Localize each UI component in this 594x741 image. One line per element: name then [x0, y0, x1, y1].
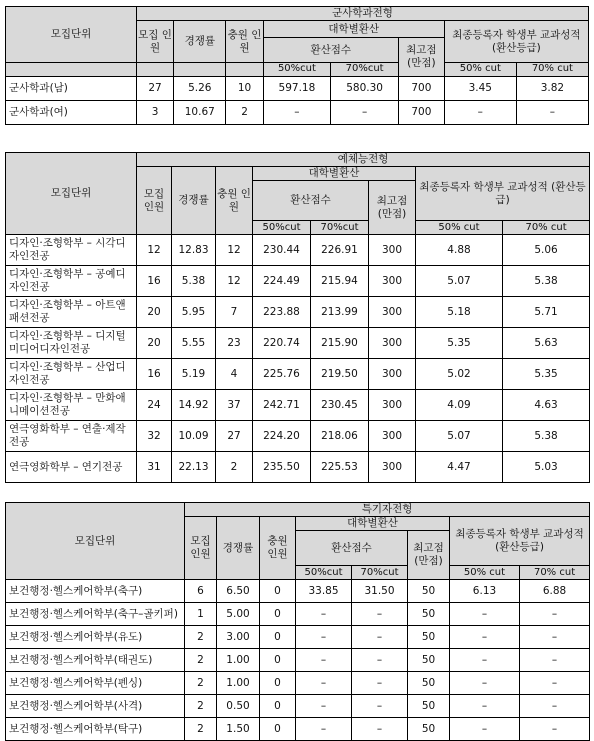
cell-extra: 0 — [260, 649, 296, 672]
cell-grade-cut50: – — [450, 695, 520, 718]
cell-rate: 1.50 — [217, 718, 260, 741]
cell-grade-cut70: 3.82 — [516, 76, 588, 100]
table-title: 군사학과전형 — [136, 7, 588, 21]
cell-max: 300 — [369, 297, 416, 328]
cell-cut70: – — [352, 695, 408, 718]
cell-extra: 27 — [216, 421, 253, 452]
cell-unit: 디자인·조형학부 – 산업디자인전공 — [6, 359, 137, 390]
cell-unit: 보건행정·헬스케어학부(태권도) — [6, 649, 185, 672]
cell-quota: 6 — [185, 580, 217, 603]
cell-max: 300 — [369, 359, 416, 390]
cell-unit: 보건행정·헬스케어학부(축구) — [6, 580, 185, 603]
cell-cut70: 219.50 — [311, 359, 369, 390]
cell-quota: 2 — [185, 626, 217, 649]
table-row — [6, 421, 590, 452]
cell-grade-cut50: 5.07 — [416, 421, 503, 452]
cell-grade-cut50: – — [450, 626, 520, 649]
cell-max: 300 — [369, 390, 416, 421]
cell-rate: 12.83 — [172, 235, 216, 266]
cell-cut50: 220.74 — [253, 328, 311, 359]
table-body — [6, 580, 590, 741]
header-grade-cut50: 50% cut — [444, 63, 516, 77]
cell-quota: 3 — [136, 100, 173, 124]
header-score: 환산점수 — [263, 38, 398, 63]
cell-grade-cut70: 5.63 — [503, 328, 590, 359]
table-row — [6, 695, 590, 718]
cell-cut50: 230.44 — [253, 235, 311, 266]
cell-grade-cut50: – — [450, 649, 520, 672]
header-univ: 대학별환산 — [296, 517, 450, 531]
cell-unit: 연극영화학부 – 연출·제작전공 — [6, 421, 137, 452]
table-body — [6, 76, 589, 124]
cell-grade-cut70: – — [520, 695, 590, 718]
header-unit: 모집단위 — [6, 153, 137, 235]
cell-extra: 2 — [216, 452, 253, 483]
cell-rate: 5.26 — [174, 76, 226, 100]
table-title: 예체능전형 — [137, 153, 590, 167]
cell-cut50: – — [296, 626, 352, 649]
cell-rate: 5.38 — [172, 266, 216, 297]
table-row — [6, 359, 590, 390]
header-final-grade: 최종등록자 학생부 교과성적 (환산등급) — [450, 517, 590, 566]
cell-extra: 12 — [216, 266, 253, 297]
cell-quota: 2 — [185, 695, 217, 718]
cell-grade-cut50: – — [444, 100, 516, 124]
cell-rate: 10.09 — [172, 421, 216, 452]
table-title: 특기자전형 — [185, 503, 590, 517]
cell-cut70: 215.94 — [311, 266, 369, 297]
cell-unit: 연극영화학부 – 연기전공 — [6, 452, 137, 483]
cell-grade-cut50: 5.02 — [416, 359, 503, 390]
cell-max: 300 — [369, 266, 416, 297]
cell-rate: 1.00 — [217, 649, 260, 672]
table-row — [6, 235, 590, 266]
cell-quota: 12 — [137, 235, 172, 266]
cell-max: 300 — [369, 452, 416, 483]
table-row — [6, 266, 590, 297]
cell-cut50: 224.20 — [253, 421, 311, 452]
arts-admission-table — [5, 152, 590, 483]
cell-cut50: – — [296, 718, 352, 741]
cell-unit: 보건행정·헬스케어학부(사격) — [6, 695, 185, 718]
cell-quota: 32 — [137, 421, 172, 452]
cell-cut50: 597.18 — [263, 76, 331, 100]
cell-grade-cut70: – — [516, 100, 588, 124]
cell-unit: 보건행정·헬스케어학부(탁구) — [6, 718, 185, 741]
header-grade-cut50: 50% cut — [416, 221, 503, 235]
cell-rate: 5.00 — [217, 603, 260, 626]
table-row — [6, 328, 590, 359]
cell-cut70: 226.91 — [311, 235, 369, 266]
header-final-grade: 최종등록자 학생부 교과성적 (환산등급) — [416, 167, 590, 221]
cell-unit: 보건행정·헬스케어학부(펜싱) — [6, 672, 185, 695]
header-grade-cut50: 50% cut — [450, 566, 520, 580]
header-unit: 모집단위 — [6, 503, 185, 580]
cell-grade-cut50: 4.09 — [416, 390, 503, 421]
cell-cut50: 242.71 — [253, 390, 311, 421]
header-cut70: 70%cut — [331, 63, 399, 77]
table-row — [6, 649, 590, 672]
cell-quota: 20 — [137, 297, 172, 328]
cell-unit: 디자인·조형학부 – 디지털미디어디자인전공 — [6, 328, 137, 359]
cell-grade-cut50: 4.88 — [416, 235, 503, 266]
cell-rate: 1.00 — [217, 672, 260, 695]
cell-grade-cut70: 6.88 — [520, 580, 590, 603]
header-cut70: 70%cut — [352, 566, 408, 580]
cell-extra: 0 — [260, 603, 296, 626]
cell-grade-cut70: – — [520, 603, 590, 626]
special-talent-admission-table — [5, 502, 590, 741]
cell-quota: 2 — [185, 672, 217, 695]
cell-grade-cut50: 4.47 — [416, 452, 503, 483]
cell-extra: 12 — [216, 235, 253, 266]
cell-extra: 23 — [216, 328, 253, 359]
header-extra: 충원 인원 — [226, 21, 263, 63]
cell-grade-cut50: 6.13 — [450, 580, 520, 603]
header-rate: 경쟁률 — [174, 21, 226, 63]
cell-max: 300 — [369, 421, 416, 452]
cell-grade-cut50: – — [450, 672, 520, 695]
cell-cut50: 223.88 — [253, 297, 311, 328]
cell-grade-cut70: 5.38 — [503, 266, 590, 297]
cell-grade-cut70: 5.03 — [503, 452, 590, 483]
table-row — [6, 718, 590, 741]
cell-quota: 27 — [136, 76, 173, 100]
header-grade-cut70: 70% cut — [520, 566, 590, 580]
cell-cut50: 235.50 — [253, 452, 311, 483]
cell-cut50: – — [263, 100, 331, 124]
cell-grade-cut70: – — [520, 626, 590, 649]
cell-grade-cut50: 5.35 — [416, 328, 503, 359]
cell-rate: 5.55 — [172, 328, 216, 359]
cell-grade-cut50: 5.18 — [416, 297, 503, 328]
cell-grade-cut70: 5.38 — [503, 421, 590, 452]
cell-cut70: – — [352, 603, 408, 626]
cell-max: 50 — [408, 718, 450, 741]
cell-grade-cut70: 5.71 — [503, 297, 590, 328]
cell-grade-cut70: 4.63 — [503, 390, 590, 421]
header-univ: 대학별환산 — [253, 167, 416, 181]
header-final-grade: 최종등록자 학생부 교과성적 (환산등급) — [444, 21, 588, 63]
cell-cut50: – — [296, 649, 352, 672]
cell-quota: 24 — [137, 390, 172, 421]
cell-extra: 0 — [260, 718, 296, 741]
table-row — [6, 390, 590, 421]
header-grade-cut70: 70% cut — [516, 63, 588, 77]
header-extra: 충원 인원 — [260, 517, 296, 580]
cell-extra: 0 — [260, 580, 296, 603]
cell-cut70: 230.45 — [311, 390, 369, 421]
cell-extra: 0 — [260, 695, 296, 718]
cell-quota: 2 — [185, 649, 217, 672]
header-cut50: 50%cut — [296, 566, 352, 580]
cell-max: 700 — [398, 100, 444, 124]
table-row — [6, 626, 590, 649]
cell-extra: 0 — [260, 626, 296, 649]
header-rate: 경쟁률 — [172, 167, 216, 235]
cell-grade-cut50: – — [450, 718, 520, 741]
cell-extra: 4 — [216, 359, 253, 390]
table-body — [6, 235, 590, 483]
table-row — [6, 297, 590, 328]
cell-quota: 31 — [137, 452, 172, 483]
cell-cut50: 224.49 — [253, 266, 311, 297]
cell-max: 300 — [369, 328, 416, 359]
table-row — [6, 580, 590, 603]
header-quota: 모집 인원 — [185, 517, 217, 580]
table-row — [6, 603, 590, 626]
cell-quota: 16 — [137, 359, 172, 390]
cell-cut50: – — [296, 603, 352, 626]
cell-cut70: 225.53 — [311, 452, 369, 483]
cell-grade-cut70: 5.35 — [503, 359, 590, 390]
cell-grade-cut50: 3.45 — [444, 76, 516, 100]
header-score: 환산점수 — [253, 181, 369, 221]
cell-extra: 37 — [216, 390, 253, 421]
cell-unit: 보건행정·헬스케어학부(유도) — [6, 626, 185, 649]
cell-cut70: – — [352, 649, 408, 672]
header-rate: 경쟁률 — [217, 517, 260, 580]
cell-rate: 14.92 — [172, 390, 216, 421]
cell-grade-cut50: 5.07 — [416, 266, 503, 297]
cell-cut50: – — [296, 672, 352, 695]
cell-quota: 16 — [137, 266, 172, 297]
header-univ: 대학별환산 — [263, 21, 444, 38]
cell-cut50: 225.76 — [253, 359, 311, 390]
table-row — [6, 452, 590, 483]
header-max: 최고점 (만점) — [369, 181, 416, 235]
cell-max: 50 — [408, 603, 450, 626]
cell-max: 300 — [369, 235, 416, 266]
header-max: 최고점 (만점) — [408, 531, 450, 580]
header-quota: 모집 인원 — [137, 167, 172, 235]
header-extra: 충원 인원 — [216, 167, 253, 235]
cell-cut70: 213.99 — [311, 297, 369, 328]
cell-cut50: 33.85 — [296, 580, 352, 603]
header-cut70: 70%cut — [311, 221, 369, 235]
cell-unit: 군사학과(남) — [6, 76, 137, 100]
cell-extra: 10 — [226, 76, 263, 100]
header-score: 환산점수 — [296, 531, 408, 566]
military-admission-table — [5, 6, 589, 125]
cell-grade-cut70: – — [520, 672, 590, 695]
cell-unit: 군사학과(여) — [6, 100, 137, 124]
cell-unit: 디자인·조형학부 – 공예디자인전공 — [6, 266, 137, 297]
cell-cut70: – — [352, 626, 408, 649]
table-row — [6, 76, 589, 100]
cell-extra: 7 — [216, 297, 253, 328]
cell-max: 50 — [408, 649, 450, 672]
cell-grade-cut70: – — [520, 649, 590, 672]
cell-unit: 디자인·조형학부 – 아트앤패션전공 — [6, 297, 137, 328]
cell-rate: 0.50 — [217, 695, 260, 718]
cell-grade-cut50: – — [450, 603, 520, 626]
cell-max: 50 — [408, 672, 450, 695]
cell-quota: 2 — [185, 718, 217, 741]
header-max: 최고점 (만점) — [398, 38, 444, 77]
cell-max: 50 — [408, 580, 450, 603]
cell-cut70: 580.30 — [331, 76, 399, 100]
cell-rate: 6.50 — [217, 580, 260, 603]
cell-extra: 2 — [226, 100, 263, 124]
header-cut50: 50%cut — [263, 63, 331, 77]
cell-cut70: – — [352, 718, 408, 741]
cell-unit: 디자인·조형학부 – 시각디자인전공 — [6, 235, 137, 266]
cell-rate: 5.19 — [172, 359, 216, 390]
cell-cut70: 31.50 — [352, 580, 408, 603]
cell-grade-cut70: 5.06 — [503, 235, 590, 266]
cell-rate: 5.95 — [172, 297, 216, 328]
cell-rate: 3.00 — [217, 626, 260, 649]
cell-rate: 22.13 — [172, 452, 216, 483]
cell-max: 50 — [408, 626, 450, 649]
header-cut50: 50%cut — [253, 221, 311, 235]
cell-unit: 보건행정·헬스케어학부(축구–골키퍼) — [6, 603, 185, 626]
cell-cut70: – — [352, 672, 408, 695]
cell-cut50: – — [296, 695, 352, 718]
header-quota: 모집 인원 — [136, 21, 173, 63]
cell-cut70: 215.90 — [311, 328, 369, 359]
header-unit: 모집단위 — [6, 7, 137, 63]
cell-quota: 1 — [185, 603, 217, 626]
cell-cut70: – — [331, 100, 399, 124]
cell-cut70: 218.06 — [311, 421, 369, 452]
header-grade-cut70: 70% cut — [503, 221, 590, 235]
table-row — [6, 672, 590, 695]
cell-grade-cut70: – — [520, 718, 590, 741]
cell-quota: 20 — [137, 328, 172, 359]
cell-rate: 10.67 — [174, 100, 226, 124]
cell-max: 700 — [398, 76, 444, 100]
cell-unit: 디자인·조형학부 – 만화애니메이션전공 — [6, 390, 137, 421]
table-row — [6, 100, 589, 124]
cell-extra: 0 — [260, 672, 296, 695]
cell-max: 50 — [408, 695, 450, 718]
